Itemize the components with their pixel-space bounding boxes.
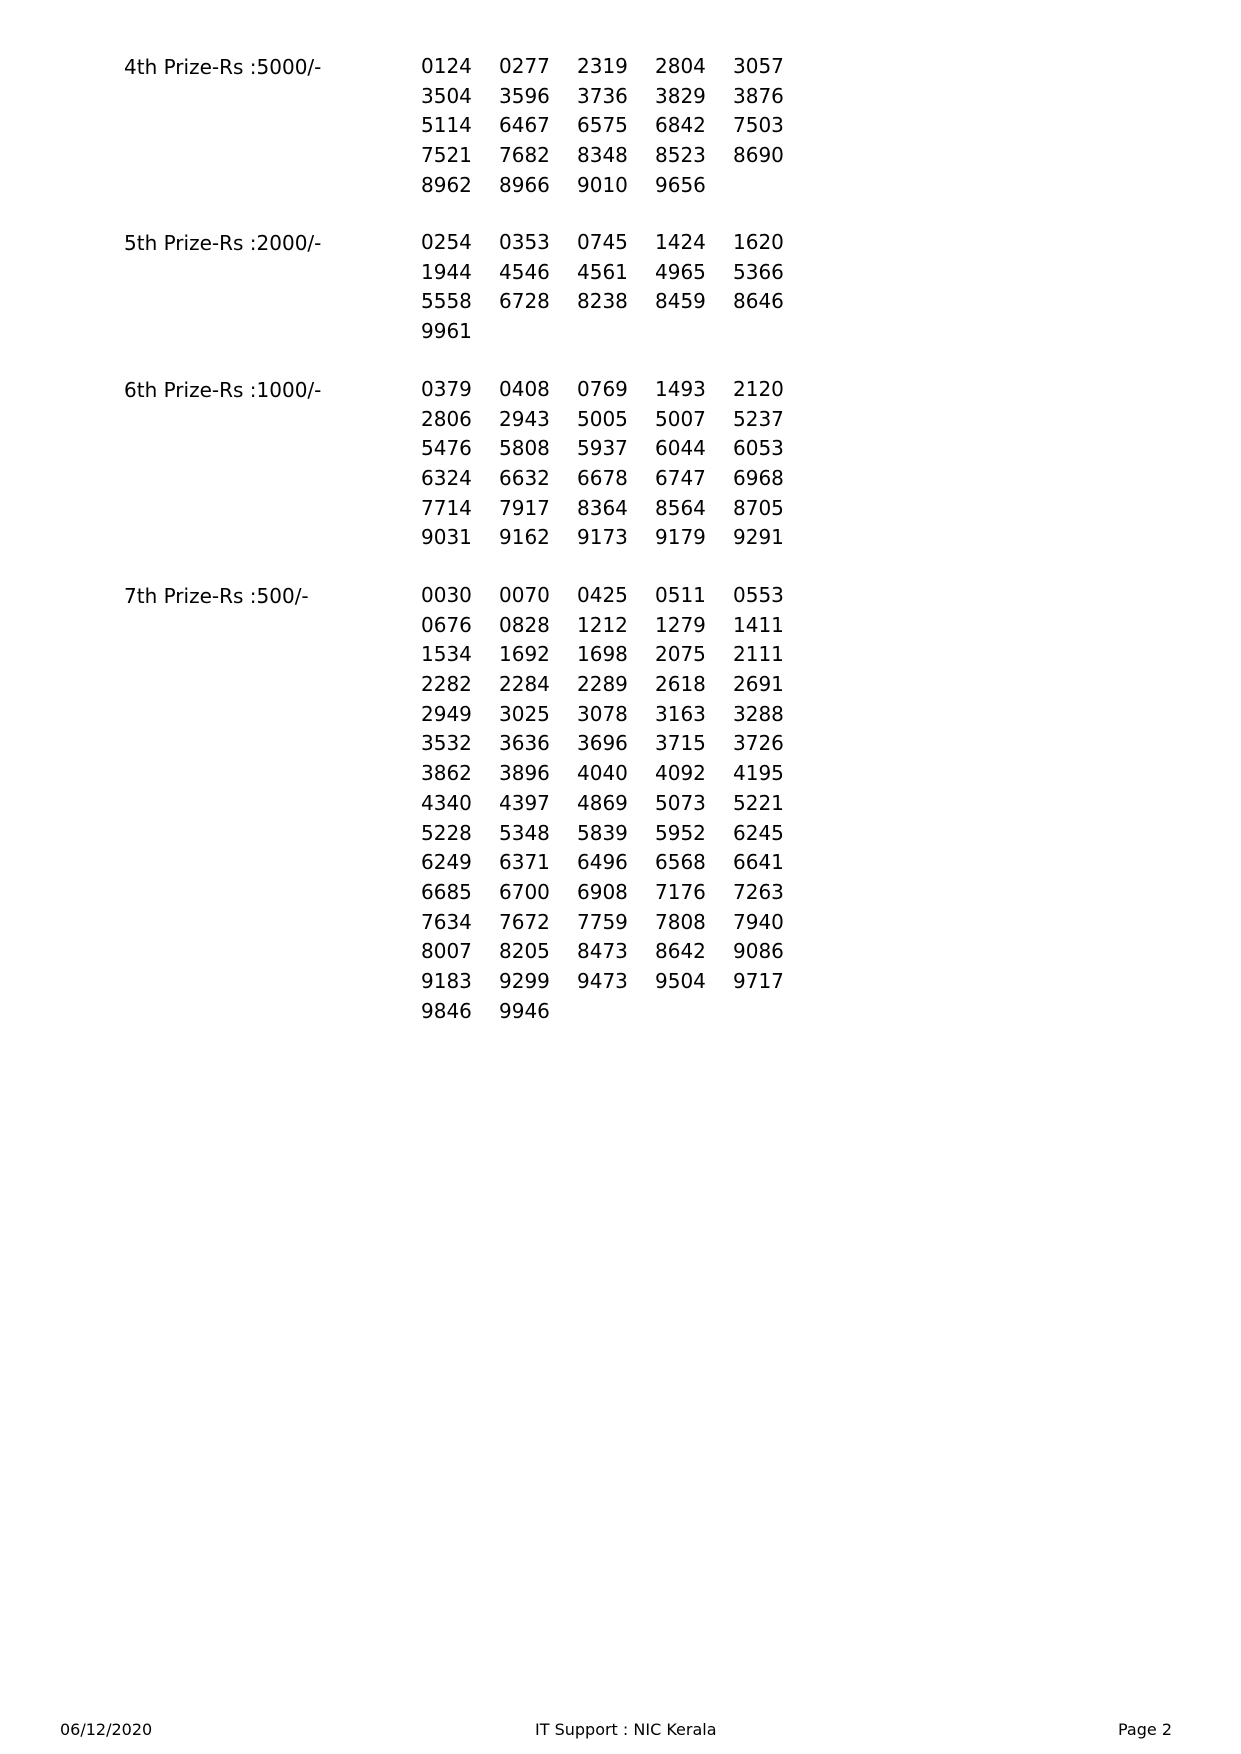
winning-number: 3636 — [499, 731, 550, 756]
winning-number: 9086 — [733, 939, 784, 964]
winning-number: 6249 — [421, 850, 472, 875]
winning-number: 3025 — [499, 701, 550, 726]
winning-number: 6053 — [733, 436, 784, 461]
winning-number: 7263 — [733, 879, 784, 904]
winning-number: 6496 — [577, 850, 628, 875]
winning-number: 7917 — [499, 495, 550, 520]
winning-number: 5839 — [577, 820, 628, 845]
winning-number: 5937 — [577, 436, 628, 461]
winning-number: 8564 — [655, 495, 706, 520]
prize-label: 4th Prize-Rs :5000/- — [124, 55, 322, 79]
winning-number: 9173 — [577, 525, 628, 550]
winning-number: 3736 — [577, 83, 628, 108]
winning-number: 9946 — [499, 998, 550, 1023]
winning-number: 2943 — [499, 406, 550, 431]
winning-number: 8523 — [655, 143, 706, 168]
prize-label: 6th Prize-Rs :1000/- — [124, 378, 322, 402]
winning-number: 2284 — [499, 672, 550, 697]
winning-number: 4195 — [733, 761, 784, 786]
prize-numbers-grid — [421, 52, 821, 200]
winning-number: 6568 — [655, 850, 706, 875]
winning-number: 4397 — [499, 790, 550, 815]
winning-number: 6575 — [577, 113, 628, 138]
footer-it-support: IT Support : NIC Kerala — [535, 1720, 717, 1739]
winning-number: 7759 — [577, 909, 628, 934]
winning-number: 9010 — [577, 172, 628, 197]
winning-number: 3876 — [733, 83, 784, 108]
winning-number: 7634 — [421, 909, 472, 934]
winning-number: 4546 — [499, 259, 550, 284]
winning-number: 1424 — [655, 230, 706, 254]
winning-number: 9291 — [733, 525, 784, 550]
winning-number: 3896 — [499, 761, 550, 786]
winning-number: 3163 — [655, 701, 706, 726]
winning-number: 5348 — [499, 820, 550, 845]
winning-number: 2949 — [421, 701, 472, 726]
winning-number: 1493 — [655, 377, 706, 401]
winning-number: 2075 — [655, 642, 706, 667]
winning-number: 5808 — [499, 436, 550, 461]
winning-number: 3726 — [733, 731, 784, 756]
winning-number: 8646 — [733, 289, 784, 314]
winning-number: 3504 — [421, 83, 472, 108]
winning-number: 2806 — [421, 406, 472, 431]
winning-number: 6685 — [421, 879, 472, 904]
winning-number: 6908 — [577, 879, 628, 904]
winning-number: 9162 — [499, 525, 550, 550]
winning-number: 7682 — [499, 143, 550, 168]
winning-number: 8690 — [733, 143, 784, 168]
winning-number: 5228 — [421, 820, 472, 845]
winning-number: 1620 — [733, 230, 784, 254]
winning-number: 2289 — [577, 672, 628, 697]
winning-number: 5007 — [655, 406, 706, 431]
winning-number: 9656 — [655, 172, 706, 197]
winning-number: 3532 — [421, 731, 472, 756]
winning-number: 4869 — [577, 790, 628, 815]
winning-number: 1944 — [421, 259, 472, 284]
winning-number: 9299 — [499, 968, 550, 993]
winning-number: 6842 — [655, 113, 706, 138]
winning-number: 2282 — [421, 672, 472, 697]
winning-number: 7176 — [655, 879, 706, 904]
winning-number: 0511 — [655, 583, 706, 607]
winning-number: 8705 — [733, 495, 784, 520]
winning-number: 6728 — [499, 289, 550, 314]
winning-number: 2804 — [655, 54, 706, 78]
winning-number: 2120 — [733, 377, 784, 401]
winning-number: 5237 — [733, 406, 784, 431]
winning-number: 1692 — [499, 642, 550, 667]
winning-number: 9846 — [421, 998, 472, 1023]
prize-label: 5th Prize-Rs :2000/- — [124, 231, 322, 255]
winning-number: 9473 — [577, 968, 628, 993]
winning-number: 3829 — [655, 83, 706, 108]
winning-number: 9183 — [421, 968, 472, 993]
winning-number: 6641 — [733, 850, 784, 875]
winning-number: 0769 — [577, 377, 628, 401]
winning-number: 6324 — [421, 466, 472, 491]
winning-number: 9031 — [421, 525, 472, 550]
winning-number: 0124 — [421, 54, 472, 78]
winning-number: 0408 — [499, 377, 550, 401]
winning-number: 5366 — [733, 259, 784, 284]
winning-number: 0553 — [733, 583, 784, 607]
winning-number: 3288 — [733, 701, 784, 726]
winning-number: 6371 — [499, 850, 550, 875]
winning-number: 3696 — [577, 731, 628, 756]
winning-number: 8364 — [577, 495, 628, 520]
winning-number: 5005 — [577, 406, 628, 431]
winning-number: 6044 — [655, 436, 706, 461]
winning-number: 6467 — [499, 113, 550, 138]
winning-number: 7672 — [499, 909, 550, 934]
winning-number: 5221 — [733, 790, 784, 815]
winning-number: 0676 — [421, 612, 472, 637]
winning-number: 8642 — [655, 939, 706, 964]
winning-number: 0379 — [421, 377, 472, 401]
winning-number: 5558 — [421, 289, 472, 314]
prize-label: 7th Prize-Rs :500/- — [124, 584, 309, 608]
winning-number: 9179 — [655, 525, 706, 550]
prize-numbers-grid — [421, 228, 821, 347]
winning-number: 0353 — [499, 230, 550, 254]
winning-number: 0277 — [499, 54, 550, 78]
winning-number: 9717 — [733, 968, 784, 993]
footer-page-number: Page 2 — [1118, 1720, 1172, 1739]
winning-number: 3057 — [733, 54, 784, 78]
winning-number: 8459 — [655, 289, 706, 314]
winning-number: 6245 — [733, 820, 784, 845]
winning-number: 7808 — [655, 909, 706, 934]
winning-number: 7521 — [421, 143, 472, 168]
winning-number: 5476 — [421, 436, 472, 461]
winning-number: 0425 — [577, 583, 628, 607]
winning-number: 6968 — [733, 466, 784, 491]
winning-number: 4092 — [655, 761, 706, 786]
winning-number: 4561 — [577, 259, 628, 284]
winning-number: 1212 — [577, 612, 628, 637]
winning-number: 7940 — [733, 909, 784, 934]
winning-number: 2319 — [577, 54, 628, 78]
winning-number: 7714 — [421, 495, 472, 520]
winning-number: 0070 — [499, 583, 550, 607]
winning-number: 8007 — [421, 939, 472, 964]
winning-number: 1279 — [655, 612, 706, 637]
winning-number: 4965 — [655, 259, 706, 284]
winning-number: 1698 — [577, 642, 628, 667]
winning-number: 2618 — [655, 672, 706, 697]
winning-number: 1411 — [733, 612, 784, 637]
winning-number: 6747 — [655, 466, 706, 491]
winning-number: 0254 — [421, 230, 472, 254]
footer-date: 06/12/2020 — [60, 1720, 153, 1739]
winning-number: 1534 — [421, 642, 472, 667]
winning-number: 5114 — [421, 113, 472, 138]
winning-number: 0828 — [499, 612, 550, 637]
winning-number: 0745 — [577, 230, 628, 254]
winning-number: 6678 — [577, 466, 628, 491]
winning-number: 8205 — [499, 939, 550, 964]
winning-number: 5073 — [655, 790, 706, 815]
winning-number: 8962 — [421, 172, 472, 197]
prize-numbers-grid — [421, 375, 821, 553]
winning-number: 9504 — [655, 968, 706, 993]
winning-number: 0030 — [421, 583, 472, 607]
winning-number: 2691 — [733, 672, 784, 697]
winning-number: 8238 — [577, 289, 628, 314]
winning-number: 8348 — [577, 143, 628, 168]
winning-number: 4040 — [577, 761, 628, 786]
winning-number: 4340 — [421, 790, 472, 815]
winning-number: 2111 — [733, 642, 784, 667]
winning-number: 5952 — [655, 820, 706, 845]
winning-number: 6700 — [499, 879, 550, 904]
winning-number: 3078 — [577, 701, 628, 726]
winning-number: 7503 — [733, 113, 784, 138]
prize-numbers-grid — [421, 581, 821, 1026]
winning-number: 3715 — [655, 731, 706, 756]
winning-number: 8966 — [499, 172, 550, 197]
winning-number: 3862 — [421, 761, 472, 786]
winning-number: 3596 — [499, 83, 550, 108]
winning-number: 8473 — [577, 939, 628, 964]
winning-number: 6632 — [499, 466, 550, 491]
winning-number: 9961 — [421, 319, 472, 344]
